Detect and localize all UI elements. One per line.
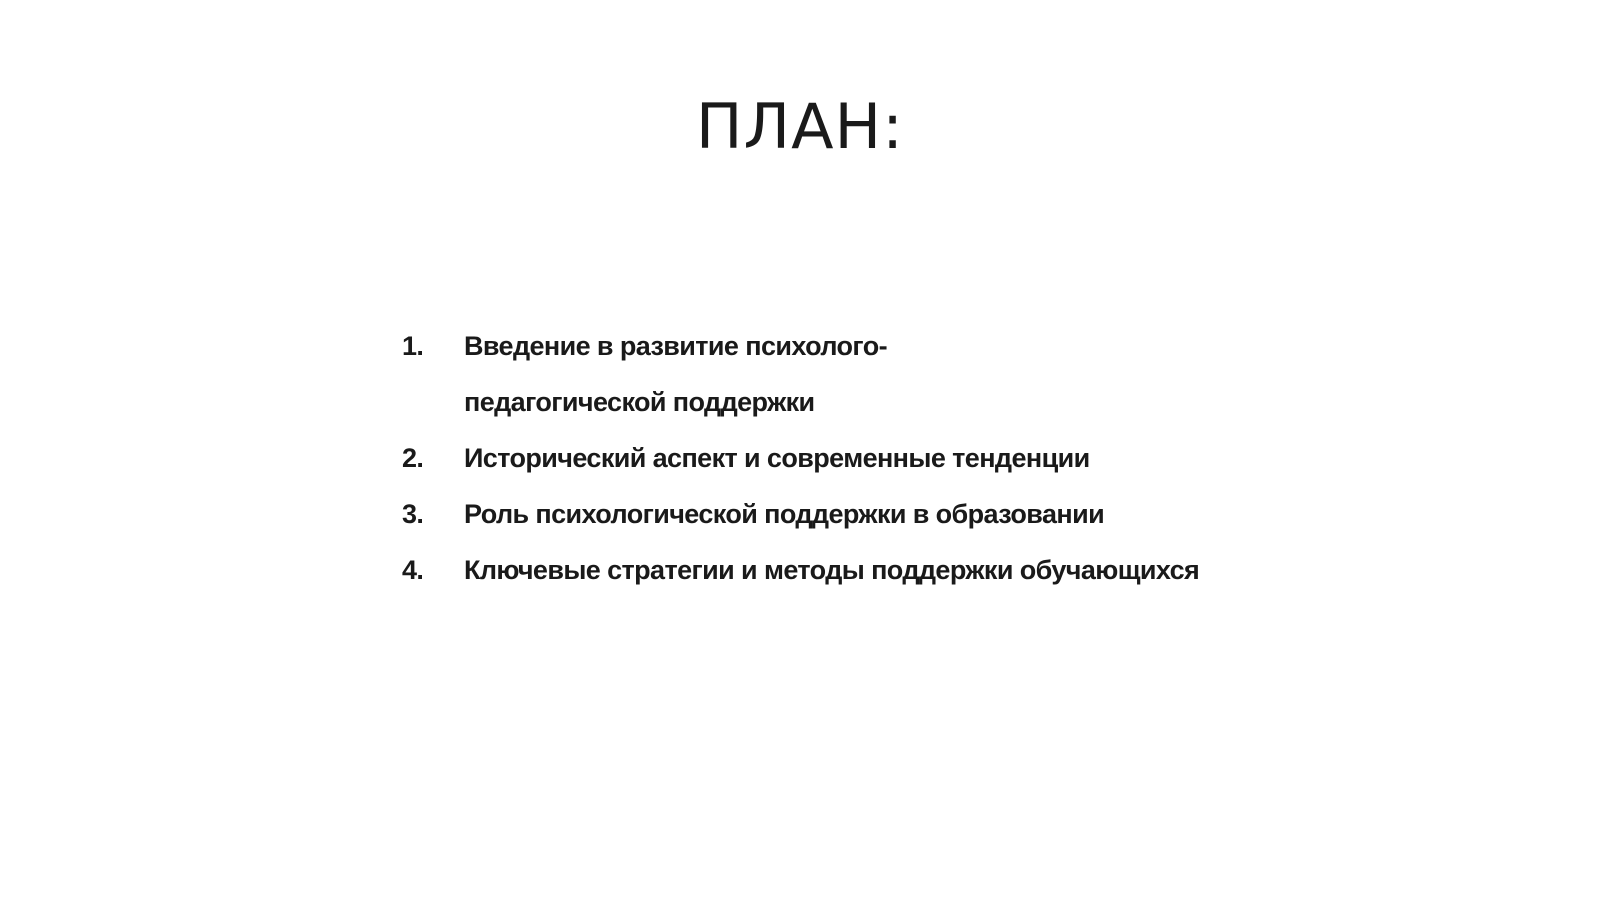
plan-item-2	[402, 430, 1302, 486]
plan-item-4	[402, 542, 1302, 598]
plan-item-number: 2.	[402, 443, 424, 473]
plan-item-text: Введение в развитие психолого-педагогической поддержки	[464, 331, 887, 417]
plan-item-1	[402, 318, 1302, 430]
plan-item-text: Исторический аспект и современные тенденции	[464, 443, 1090, 473]
plan-item-text: Ключевые стратегии и методы поддержки обучающихся	[464, 555, 1200, 585]
slide-title: ПЛАН:	[695, 90, 905, 163]
plan-item-number: 1.	[402, 331, 424, 361]
plan-item-number: 4.	[402, 555, 424, 585]
plan-item-3	[402, 486, 1302, 542]
plan-item-text: Роль психологической поддержки в образовании	[464, 499, 1105, 529]
plan-item-number: 3.	[402, 499, 424, 529]
plan-list	[402, 318, 1302, 598]
